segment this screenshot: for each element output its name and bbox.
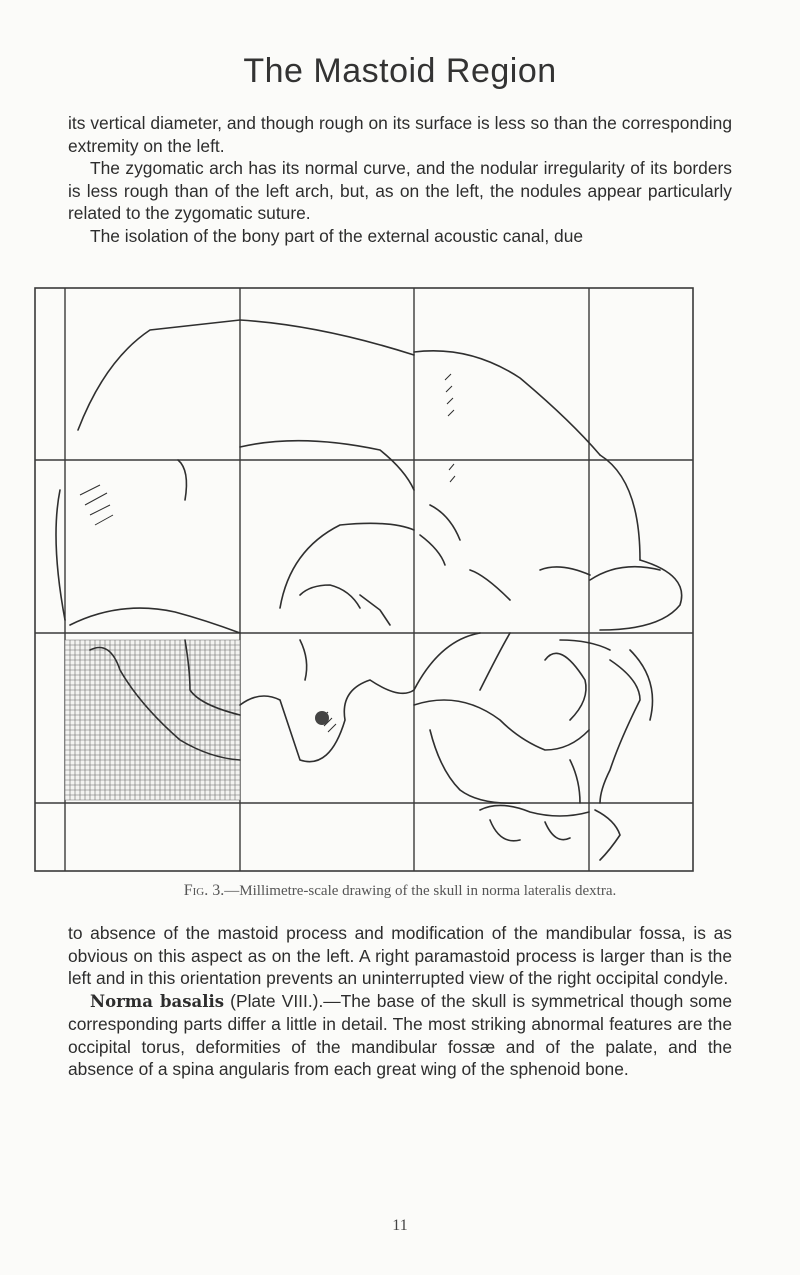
paragraph-line: to absence of the mastoid process and modification of the mandibular fossa, is as obvious on this aspect as on the left. A right paramastoid process is larger than is the left and in this orientation prevents an uninterrupted view of the right occipital condyle.: [68, 923, 732, 988]
paragraph-text: (Plate VIII.).—The base of the skull is symmetrical though some corresponding parts differ a little in detail. The most striking abnormal features are the occipital torus, deformities of the mandibular fossæ and of the palate, and the absence of a spina angularis from each great wing of the sphenoid bone.: [68, 990, 732, 1079]
figure-caption: [0, 882, 800, 900]
paragraph-bottom: [68, 922, 732, 1081]
acoustic-meatus-mark: [315, 711, 329, 725]
millimetre-scale-grid: [65, 640, 240, 800]
page-number: 11: [392, 1217, 408, 1234]
running-head: The Mastoid Region: [243, 52, 557, 90]
figure-label: Fig. 3.: [183, 882, 225, 899]
figure-caption-text: —Millimetre-scale drawing of the skull in norma lateralis dextra.: [224, 883, 617, 899]
paragraph-line: The zygomatic arch has its normal curve, and the nodular irregularity of its borders is less rough than of the left arch, but, as on the left, the nodules appear particularly related to the zygomatic suture.: [68, 158, 732, 223]
paragraph-line: its vertical diameter, and though rough on its surface is less so than the corresponding extremity on the left.: [68, 113, 732, 156]
paragraph-line: The isolation of the bony part of the external acoustic canal, due: [90, 225, 584, 246]
norma-basalis-term: Norma basalis: [90, 991, 225, 1011]
paragraph-line: [68, 990, 732, 1081]
